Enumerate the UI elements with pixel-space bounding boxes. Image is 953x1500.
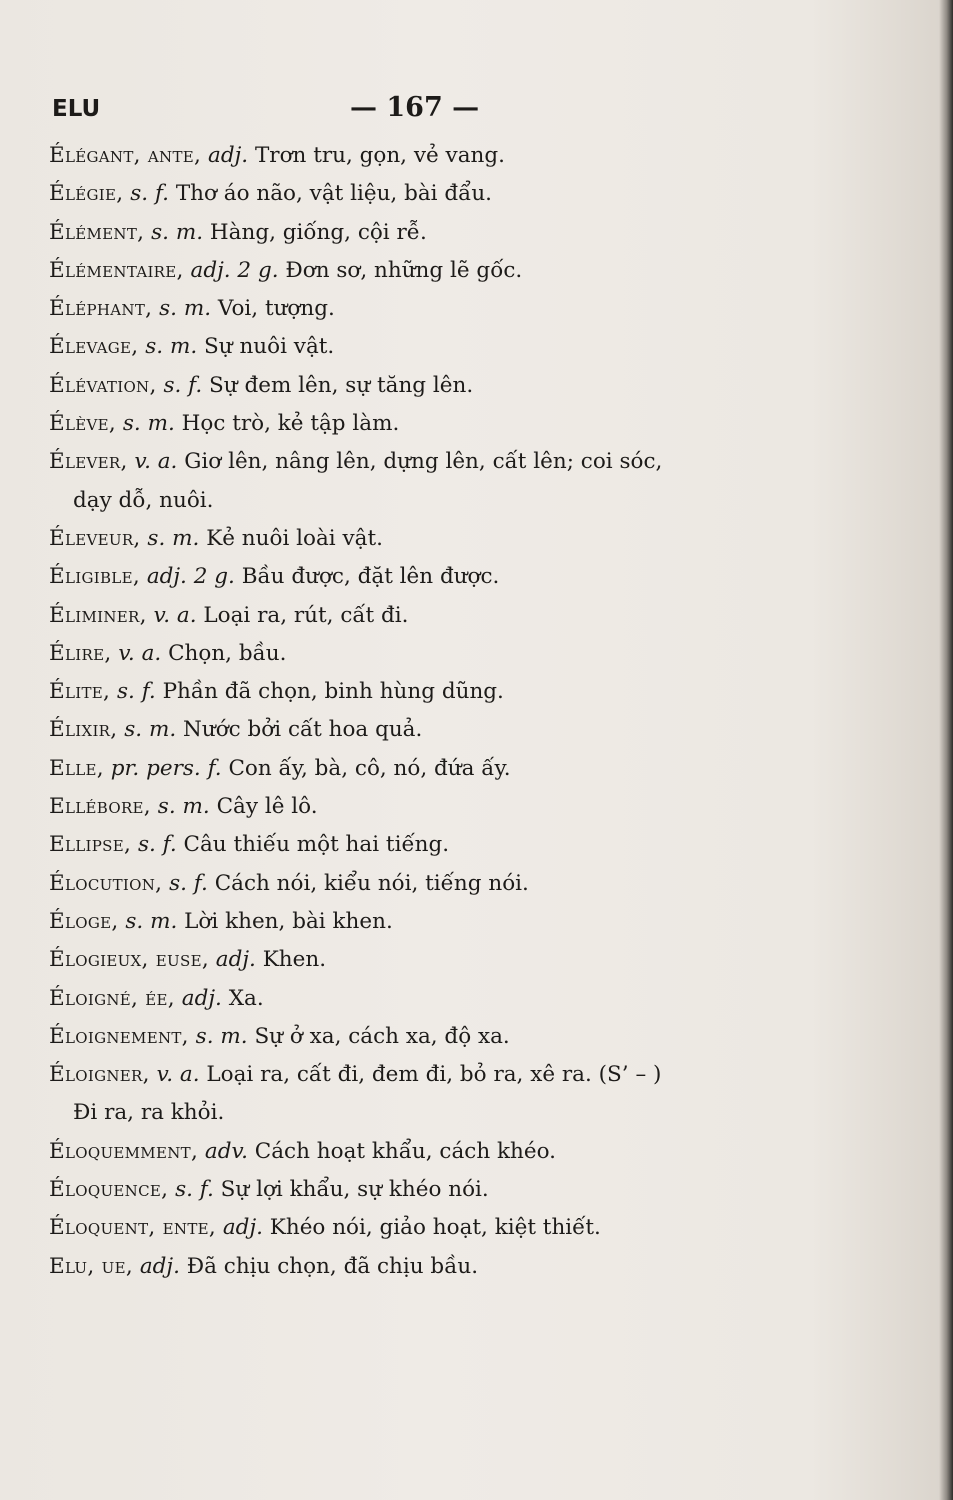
entry-definition: Sự lợi khẩu, sự khéo nói. bbox=[220, 1177, 489, 1203]
entry-grammar: s. m. bbox=[195, 1023, 248, 1049]
entry-grammar: adv. bbox=[204, 1138, 248, 1164]
entry-headword: Éloquemment, bbox=[49, 1138, 199, 1164]
entry-headword: Éloquence, bbox=[49, 1177, 169, 1203]
entry-grammar: s. f. bbox=[175, 1177, 214, 1203]
page-number: — 167 — bbox=[350, 92, 480, 123]
entry-grammar: s. f. bbox=[163, 372, 203, 398]
entry-grammar: adj. bbox=[215, 947, 256, 973]
entry-headword: Éloquent, ente, bbox=[49, 1215, 217, 1241]
entry-grammar: s. f. bbox=[169, 870, 208, 896]
entry-definition: Nước bởi cất hoa quả. bbox=[183, 717, 423, 743]
entry-definition: Khen. bbox=[262, 947, 327, 973]
entry-headword: Élire, bbox=[49, 640, 112, 666]
entry-headword: Élégie, bbox=[49, 181, 124, 207]
entry-grammar: v. a. bbox=[153, 602, 197, 628]
entry-grammar: v. a. bbox=[156, 1062, 200, 1088]
entry-headword: Éloigné, ée, bbox=[49, 985, 175, 1011]
entry-grammar: adj. 2 g. bbox=[146, 564, 235, 590]
entry-headword: Éloignement, bbox=[49, 1023, 189, 1049]
entry-definition: Xa. bbox=[228, 985, 264, 1011]
entry-definition: Thơ áo não, vật liệu, bài đẩu. bbox=[175, 181, 493, 207]
entry-definition: Cách nói, kiểu nói, tiếng nói. bbox=[214, 870, 529, 896]
entry-grammar: s. m. bbox=[159, 296, 212, 322]
entry-definition: Học trò, kẻ tập làm. bbox=[181, 411, 400, 437]
entry-definition: Cây lê lô. bbox=[216, 794, 318, 820]
dictionary-entry bbox=[49, 405, 769, 443]
entry-headword: Élégant, ante, bbox=[49, 143, 202, 168]
dictionary-entry bbox=[49, 750, 769, 788]
entry-grammar: s. m. bbox=[145, 334, 198, 360]
entry-headword: Élocution, bbox=[49, 870, 163, 896]
entry-headword: Élevage, bbox=[49, 334, 139, 360]
dictionary-entry bbox=[49, 252, 769, 290]
dictionary-entry bbox=[49, 137, 769, 175]
dictionary-entry bbox=[49, 214, 769, 252]
dictionary-entry bbox=[49, 328, 769, 366]
entry-definition: Lời khen, bài khen. bbox=[184, 908, 393, 934]
dictionary-entry bbox=[49, 1133, 769, 1171]
entry-headword: Éligible, bbox=[49, 564, 140, 590]
entry-grammar: s. m. bbox=[151, 219, 204, 245]
entry-grammar: s. m. bbox=[125, 908, 178, 934]
entry-definition: Cách hoạt khẩu, cách khéo. bbox=[254, 1138, 557, 1164]
dictionary-entry bbox=[49, 290, 769, 328]
entry-grammar: adj. bbox=[222, 1215, 263, 1241]
entry-definition: Kẻ nuôi loài vật. bbox=[206, 525, 383, 551]
entry-headword: Élémentaire, bbox=[49, 257, 184, 283]
entry-definition: Câu thiếu một hai tiếng. bbox=[183, 832, 450, 858]
entry-headword: Éloge, bbox=[49, 908, 119, 934]
entry-grammar: v. a. bbox=[134, 449, 178, 475]
entry-headword: Élève, bbox=[49, 411, 117, 437]
entry-definition: Chọn, bầu. bbox=[168, 640, 287, 666]
dictionary-entry bbox=[49, 558, 769, 596]
entry-definition: Đã chịu chọn, đã chịu bầu. bbox=[186, 1253, 479, 1279]
entry-grammar: adj. 2 g. bbox=[190, 257, 279, 283]
dictionary-entry bbox=[49, 443, 769, 520]
entry-headword: Élever, bbox=[49, 449, 128, 475]
entry-list bbox=[49, 137, 769, 1286]
entry-definition: Sự ở xa, cách xa, độ xa. bbox=[254, 1023, 510, 1049]
entry-definition-continuation: dạy dỗ, nuôi. bbox=[73, 487, 214, 513]
entry-headword: Elle, bbox=[49, 755, 104, 781]
dictionary-entry bbox=[49, 788, 769, 826]
entry-grammar: adj. bbox=[181, 985, 222, 1011]
entry-headword: Éliminer, bbox=[49, 602, 147, 628]
dictionary-entry bbox=[49, 1248, 769, 1286]
dictionary-entry bbox=[49, 980, 769, 1018]
entry-grammar: s. f. bbox=[130, 181, 169, 207]
dictionary-entry bbox=[49, 635, 769, 673]
dictionary-entry bbox=[49, 597, 769, 635]
entry-grammar: adj. bbox=[139, 1253, 180, 1279]
dictionary-entry bbox=[49, 903, 769, 941]
entry-headword: Élément, bbox=[49, 219, 145, 245]
entry-headword: Éleveur, bbox=[49, 525, 141, 551]
entry-definition: Voi, tượng. bbox=[217, 296, 335, 322]
entry-definition: Con ấy, bà, cô, nó, đứa ấy. bbox=[228, 755, 511, 781]
entry-grammar: s. m. bbox=[147, 525, 200, 551]
entry-grammar: s. m. bbox=[157, 794, 210, 820]
entry-headword: Élévation, bbox=[49, 372, 157, 398]
entry-grammar: s. f. bbox=[117, 679, 156, 705]
running-head: ELU bbox=[52, 96, 101, 122]
entry-headword: Ellébore, bbox=[49, 794, 151, 820]
entry-definition: Sự nuôi vật. bbox=[204, 334, 335, 360]
dictionary-entry bbox=[49, 941, 769, 979]
dictionary-entry bbox=[49, 1056, 769, 1133]
entry-definition: Bầu được, đặt lên được. bbox=[241, 564, 500, 590]
entry-definition: Giơ lên, nâng lên, dựng lên, cất lên; coi sóc, bbox=[184, 449, 663, 475]
dictionary-entry bbox=[49, 826, 769, 864]
entry-definition: Khéo nói, giảo hoạt, kiệt thiết. bbox=[269, 1215, 601, 1241]
entry-headword: Éléphant, bbox=[49, 296, 153, 322]
entry-grammar: pr. pers. f. bbox=[110, 755, 222, 781]
dictionary-entry bbox=[49, 367, 769, 405]
entry-grammar: v. a. bbox=[118, 640, 162, 666]
dictionary-entry bbox=[49, 673, 769, 711]
entry-grammar: s. f. bbox=[137, 832, 177, 858]
page-edge-shadow bbox=[939, 0, 953, 1500]
page-header bbox=[52, 88, 692, 128]
entry-definition: Loại ra, cất đi, đem đi, bỏ ra, xê ra. (S’ – ) bbox=[206, 1062, 662, 1088]
dictionary-entry bbox=[49, 175, 769, 213]
entry-definition-continuation: Đi ra, ra khỏi. bbox=[73, 1100, 225, 1126]
entry-headword: Élite, bbox=[49, 679, 111, 705]
entry-definition: Trơn tru, gọn, vẻ vang. bbox=[254, 143, 505, 168]
entry-grammar: s. m. bbox=[124, 717, 177, 743]
entry-definition: Loại ra, rút, cất đi. bbox=[203, 602, 409, 628]
dictionary-entry bbox=[49, 1018, 769, 1056]
dictionary-entry bbox=[49, 711, 769, 749]
entry-headword: Elu, ue, bbox=[49, 1253, 133, 1279]
dictionary-entry bbox=[49, 520, 769, 558]
entry-headword: Élogieux, euse, bbox=[49, 947, 209, 973]
dictionary-entry bbox=[49, 1171, 769, 1209]
dictionary-entry bbox=[49, 1209, 769, 1247]
entry-definition: Đơn sơ, những lẽ gốc. bbox=[285, 257, 523, 283]
entry-headword: Ellipse, bbox=[49, 832, 132, 858]
entry-headword: Éloigner, bbox=[49, 1062, 150, 1088]
entry-definition: Sự đem lên, sự tăng lên. bbox=[209, 372, 474, 398]
entry-grammar: adj. bbox=[208, 143, 249, 168]
entry-headword: Élixir, bbox=[49, 717, 118, 743]
dictionary-entry bbox=[49, 865, 769, 903]
entry-definition: Phần đã chọn, binh hùng dũng. bbox=[162, 679, 504, 705]
entry-grammar: s. m. bbox=[122, 411, 175, 437]
entry-definition: Hàng, giống, cội rễ. bbox=[209, 219, 427, 245]
